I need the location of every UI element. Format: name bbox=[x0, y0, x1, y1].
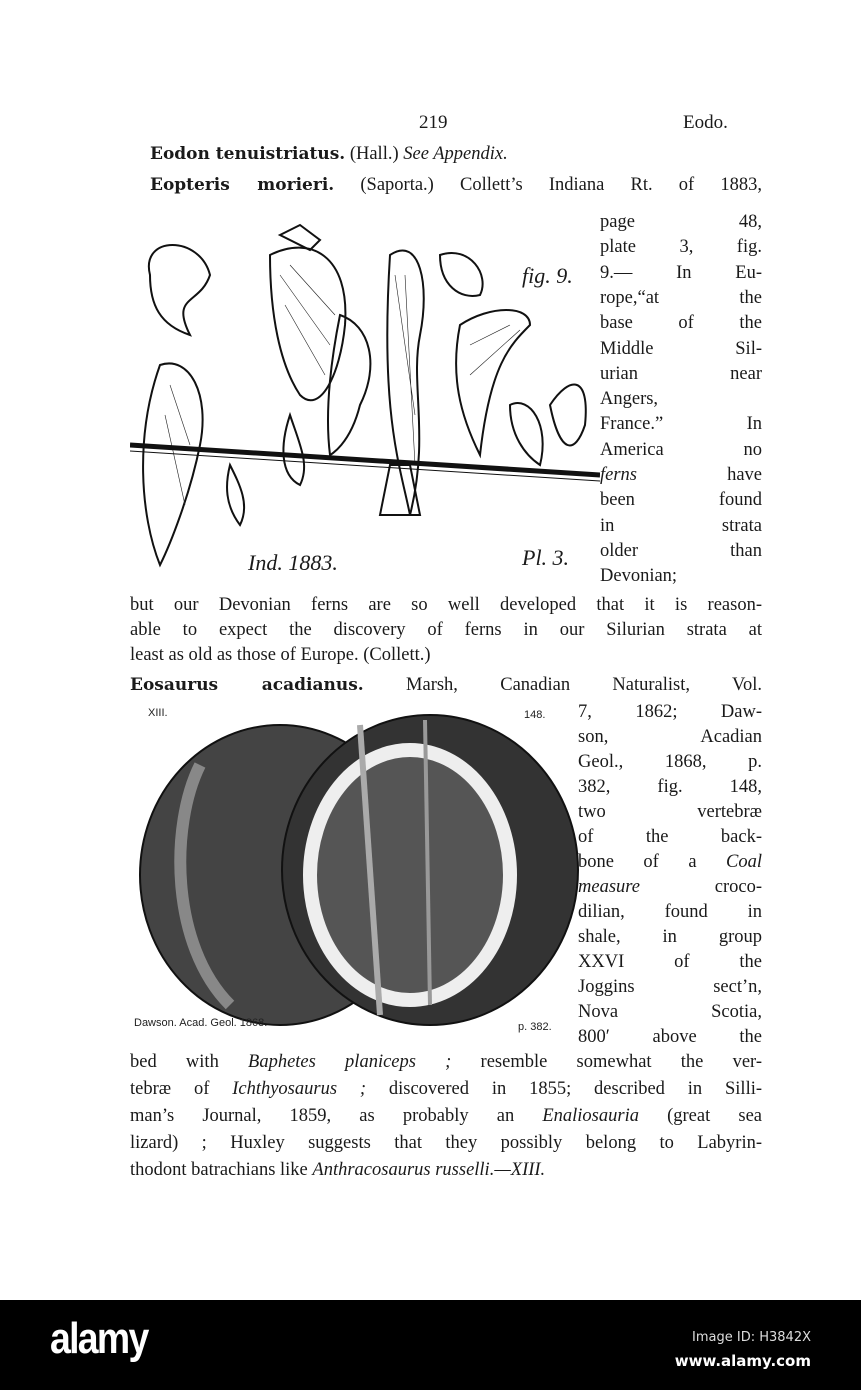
text-span: thodont batrachians like bbox=[130, 1160, 313, 1180]
text-line bbox=[600, 337, 762, 361]
text-line bbox=[578, 875, 762, 899]
text-span: France.” In bbox=[600, 414, 762, 435]
text-line bbox=[578, 850, 762, 874]
watermark-url: www.alamy.com bbox=[674, 1352, 811, 1370]
text-line bbox=[130, 1077, 762, 1101]
image-id: Image ID: H3842X bbox=[692, 1330, 811, 1345]
text-span: able to expect the discovery of ferns in our Silurian strata at bbox=[130, 620, 762, 640]
figure-caption-left: Ind. 1883. bbox=[248, 550, 338, 575]
fern-fossil-figure bbox=[130, 215, 600, 585]
figure-caption-right: p. 382. bbox=[518, 1021, 552, 1033]
italic-text: Anthracosaurus russelli.—XIII. bbox=[312, 1160, 546, 1180]
text-span: base of the bbox=[600, 313, 762, 334]
running-head: Eodo. bbox=[683, 112, 728, 133]
text-line bbox=[600, 564, 762, 588]
text-line bbox=[578, 725, 762, 749]
figure-caption-left: Dawson. Acad. Geol. 1868. bbox=[134, 1017, 268, 1029]
text-span: shale, in group bbox=[578, 927, 762, 947]
text-line bbox=[130, 1131, 762, 1155]
text-line bbox=[600, 261, 762, 285]
text-span: (Saporta.) Collett’s Indiana Rt. of 1883, bbox=[334, 175, 762, 195]
text-span: been found bbox=[600, 490, 762, 511]
text-span: 7, 1862; Daw- bbox=[578, 702, 762, 722]
text-line bbox=[600, 438, 762, 462]
watermark-bar bbox=[0, 1300, 861, 1390]
text-line bbox=[578, 925, 762, 949]
text-span: son, Acadian bbox=[578, 727, 762, 747]
entry-title: Eopteris morieri. bbox=[150, 175, 335, 195]
text-span: dilian, found in bbox=[578, 902, 762, 922]
text-line bbox=[130, 1158, 762, 1182]
text-line bbox=[600, 286, 762, 310]
text-line bbox=[130, 643, 762, 667]
italic-text: Coal bbox=[726, 852, 762, 872]
text-line bbox=[578, 1000, 762, 1024]
text-span: bed with bbox=[130, 1052, 249, 1072]
text-span: bone of a bbox=[578, 852, 727, 872]
text-span: have bbox=[637, 465, 762, 485]
text-span: older than bbox=[600, 540, 762, 561]
text-span: XXVI of the bbox=[578, 952, 762, 972]
entry-title: Eodon tenuistriatus. bbox=[150, 144, 346, 164]
figure-label-left: XIII. bbox=[148, 707, 168, 719]
text-span: (great sea bbox=[638, 1106, 762, 1126]
text-line bbox=[578, 900, 762, 924]
text-span: two vertebræ bbox=[578, 802, 762, 822]
text-span: Geol., 1868, p. bbox=[578, 752, 762, 772]
text-span: Middle Sil- bbox=[600, 338, 762, 359]
page-number: 219 bbox=[419, 112, 448, 133]
text-span: (Hall.) bbox=[345, 144, 404, 164]
text-line bbox=[150, 173, 762, 197]
text-line bbox=[130, 673, 762, 697]
text-span: of the back- bbox=[578, 827, 762, 847]
text-line bbox=[600, 235, 762, 259]
alamy-logo: alamy bbox=[50, 1314, 148, 1363]
text-line bbox=[578, 750, 762, 774]
italic-text: ferns bbox=[600, 465, 637, 485]
italic-text: Baphetes planiceps ; bbox=[248, 1052, 452, 1072]
text-span: rope,“at the bbox=[600, 287, 762, 308]
text-span: Marsh, Canadian Naturalist, Vol. bbox=[363, 675, 762, 695]
text-span: lizard) ; Huxley suggests that they possibly belong to Labyrin- bbox=[130, 1133, 762, 1153]
text-span: croco- bbox=[640, 877, 762, 897]
text-span: but our Devonian ferns are so well developed that it is reason- bbox=[130, 595, 762, 615]
text-span: resemble somewhat the ver- bbox=[451, 1052, 762, 1072]
text-span: 382, fig. 148, bbox=[578, 777, 762, 797]
text-span: least as old as those of Europe. (Collett.) bbox=[130, 645, 431, 665]
text-span: in strata bbox=[600, 515, 762, 536]
text-span: tebræ of bbox=[130, 1079, 233, 1099]
text-line bbox=[600, 311, 762, 335]
text-span: Nova Scotia, bbox=[578, 1002, 762, 1022]
text-line bbox=[600, 362, 762, 386]
italic-text: Ichthyosaurus ; bbox=[232, 1079, 367, 1099]
text-line bbox=[600, 210, 762, 234]
text-line bbox=[578, 775, 762, 799]
text-span: page 48, bbox=[600, 212, 762, 232]
text-span: America no bbox=[600, 439, 762, 460]
text-span: 9.— In Eu- bbox=[600, 262, 762, 283]
text-span: plate 3, fig. bbox=[600, 237, 762, 258]
vertebrae-figure bbox=[130, 705, 580, 1035]
text-line bbox=[578, 1025, 762, 1049]
text-line bbox=[150, 142, 508, 166]
text-line bbox=[600, 387, 762, 411]
text-line bbox=[600, 539, 762, 563]
text-line bbox=[600, 463, 762, 487]
figure-caption-right: Pl. 3. bbox=[522, 545, 570, 570]
text-line bbox=[600, 488, 762, 512]
vertebrae-illustration bbox=[130, 705, 580, 1035]
text-line bbox=[130, 593, 762, 617]
italic-text: Enaliosauria bbox=[542, 1106, 639, 1126]
text-line bbox=[578, 700, 762, 724]
italic-text: See Appendix. bbox=[403, 144, 508, 164]
figure-label-right: 148. bbox=[524, 709, 546, 721]
text-line bbox=[130, 1104, 762, 1128]
figure-label: fig. 9. bbox=[522, 263, 573, 288]
text-line bbox=[578, 975, 762, 999]
text-line bbox=[578, 825, 762, 849]
text-line bbox=[600, 514, 762, 538]
text-span: urian near bbox=[600, 363, 762, 384]
text-line bbox=[578, 800, 762, 824]
text-span: Angers, bbox=[600, 389, 659, 410]
italic-text: measure bbox=[578, 877, 640, 897]
text-span: discovered in 1855; described in Silli- bbox=[366, 1079, 763, 1099]
text-line bbox=[600, 412, 762, 436]
text-span: Devonian; bbox=[600, 566, 678, 587]
text-line bbox=[130, 1050, 762, 1074]
text-line bbox=[130, 618, 762, 642]
text-line bbox=[578, 950, 762, 974]
text-span: man’s Journal, 1859, as probably an bbox=[130, 1106, 543, 1126]
entry-title: Eosaurus acadianus. bbox=[130, 675, 364, 695]
text-span: 800′ above the bbox=[578, 1027, 762, 1047]
text-span: Joggins sect’n, bbox=[578, 977, 762, 997]
